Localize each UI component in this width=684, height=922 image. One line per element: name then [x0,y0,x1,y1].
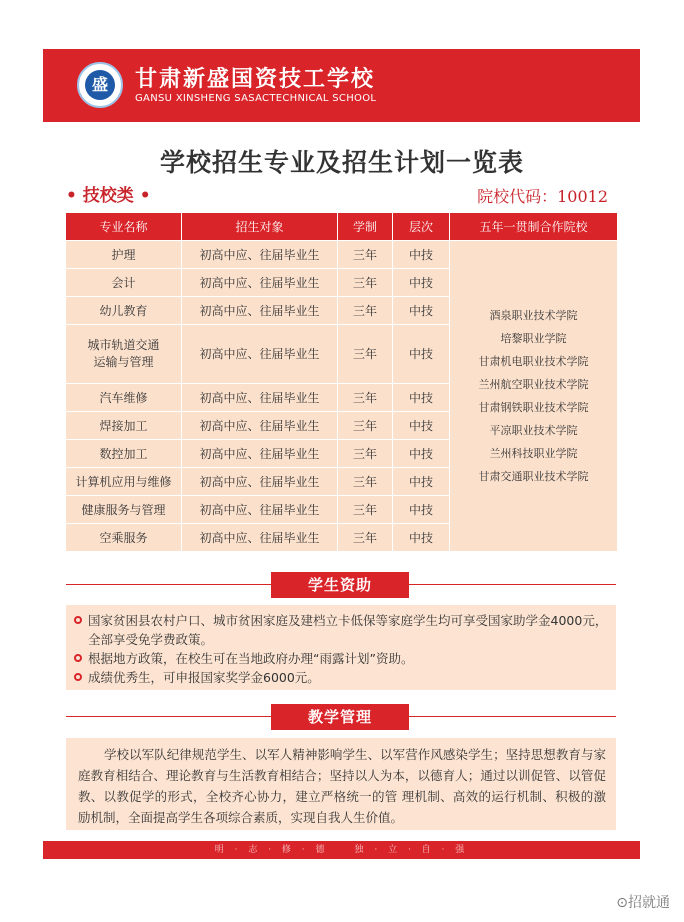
major-cell: 焊接加工 [66,412,182,440]
aid-list-item [74,668,608,687]
teaching-management-box: 学校以军队纪律规范学生、以军人精神影响学生、以军营作风感染学生；坚持思想教育与家庭教育相结合、理论教育与生活教育相结合；坚持以人为本，以德育人；通过以训促管、以管促教、以教促学的形式，全校齐心协力，建立严格统一的管 理机制、高效的运行机制、积极的激励机制，全面提高学生各项综合素质，实现自我人生价值。 [66,738,616,830]
partner-school: 甘肃机电职业技术学院 [478,355,589,368]
column-header: 层次 [393,213,450,241]
partner-school: 培黎职业学院 [500,332,567,345]
duration-cell: 三年 [338,297,393,325]
bullet-icon [74,616,82,624]
partner-school: 甘肃钢铁职业技术学院 [478,401,589,414]
bullet-icon [74,673,82,681]
level-cell: 中技 [393,384,450,412]
partner-school: 兰州科技职业学院 [489,447,578,460]
section-heading-student-aid: 学生资助 [271,572,409,598]
duration-cell: 三年 [338,468,393,496]
level-cell: 中技 [393,325,450,384]
duration-cell: 三年 [338,440,393,468]
target-cell: 初高中应、往届毕业生 [182,384,338,412]
target-cell: 初高中应、往届毕业生 [182,269,338,297]
level-cell: 中技 [393,440,450,468]
major-name-line2: 运输与管理 [93,355,154,369]
major-cell: 数控加工 [66,440,182,468]
column-header: 专业名称 [66,213,182,241]
column-header: 学制 [338,213,393,241]
target-cell: 初高中应、往届毕业生 [182,496,338,524]
aid-text: 根据地方政策，在校生可在当地政府办理“雨露计划”资助。 [88,651,414,666]
watermark: ⊙招就通 [616,895,670,911]
duration-cell: 三年 [338,496,393,524]
header-banner [43,49,640,122]
column-header: 五年一贯制合作院校 [450,213,618,241]
partner-school: 兰州航空职业技术学院 [478,378,589,391]
level-cell: 中技 [393,524,450,552]
footer-motto: 明 · 志 · 修 · 德 独 · 立 · 自 · 强 [43,841,640,859]
level-cell: 中技 [393,496,450,524]
major-cell: 健康服务与管理 [66,496,182,524]
major-cell: 计算机应用与维修 [66,468,182,496]
duration-cell: 三年 [338,241,393,269]
target-cell: 初高中应、往届毕业生 [182,412,338,440]
duration-cell: 三年 [338,524,393,552]
partner-school: 平凉职业技术学院 [489,424,578,437]
level-cell: 中技 [393,468,450,496]
column-header: 招生对象 [182,213,338,241]
school-name-en: GANSU XINSHENG SASACTECHNICAL SCHOOL [135,93,377,104]
target-cell: 初高中应、往届毕业生 [182,325,338,384]
section-heading-teaching: 教学管理 [271,704,409,730]
category-label: • 技校类 • [66,186,151,206]
level-cell: 中技 [393,297,450,325]
aid-text: 成绩优秀生，可申报国家奖学金6000元。 [88,670,320,685]
duration-cell: 三年 [338,269,393,297]
partner-school: 甘肃交通职业技术学院 [478,470,589,483]
bullet-icon [74,654,82,662]
partner-schools-cell [450,241,618,552]
major-cell: 护理 [66,241,182,269]
aid-text: 国家贫困县农村户口、城市贫困家庭及建档立卡低保等家庭学生均可享受国家助学金4000元，全部享受免学费政策。 [88,613,608,647]
target-cell: 初高中应、往届毕业生 [182,297,338,325]
duration-cell: 三年 [338,384,393,412]
major-cell: 空乘服务 [66,524,182,552]
partner-school: 酒泉职业技术学院 [489,309,578,322]
major-cell: 汽车维修 [66,384,182,412]
logo-char: 盛 [85,70,115,100]
target-cell: 初高中应、往届毕业生 [182,241,338,269]
table-header-row [66,213,618,241]
duration-cell: 三年 [338,412,393,440]
duration-cell: 三年 [338,325,393,384]
major-cell: 幼儿教育 [66,297,182,325]
major-name-line1: 城市轨道交通 [87,338,160,352]
level-cell: 中技 [393,412,450,440]
page-title: 学校招生专业及招生计划一览表 [159,148,524,177]
aid-list-item [74,611,608,649]
enrollment-table [65,212,618,552]
aid-list-item [74,649,608,668]
target-cell: 初高中应、往届毕业生 [182,440,338,468]
major-cell [66,325,182,384]
school-emblem-icon [77,62,123,108]
target-cell: 初高中应、往届毕业生 [182,468,338,496]
level-cell: 中技 [393,269,450,297]
major-cell: 会计 [66,269,182,297]
school-code: 院校代码：10012 [477,187,608,206]
target-cell: 初高中应、往届毕业生 [182,524,338,552]
student-aid-box [66,605,616,690]
level-cell: 中技 [393,241,450,269]
table-row [66,241,618,269]
school-name-cn: 甘肃新盛国资技工学校 [135,66,376,92]
